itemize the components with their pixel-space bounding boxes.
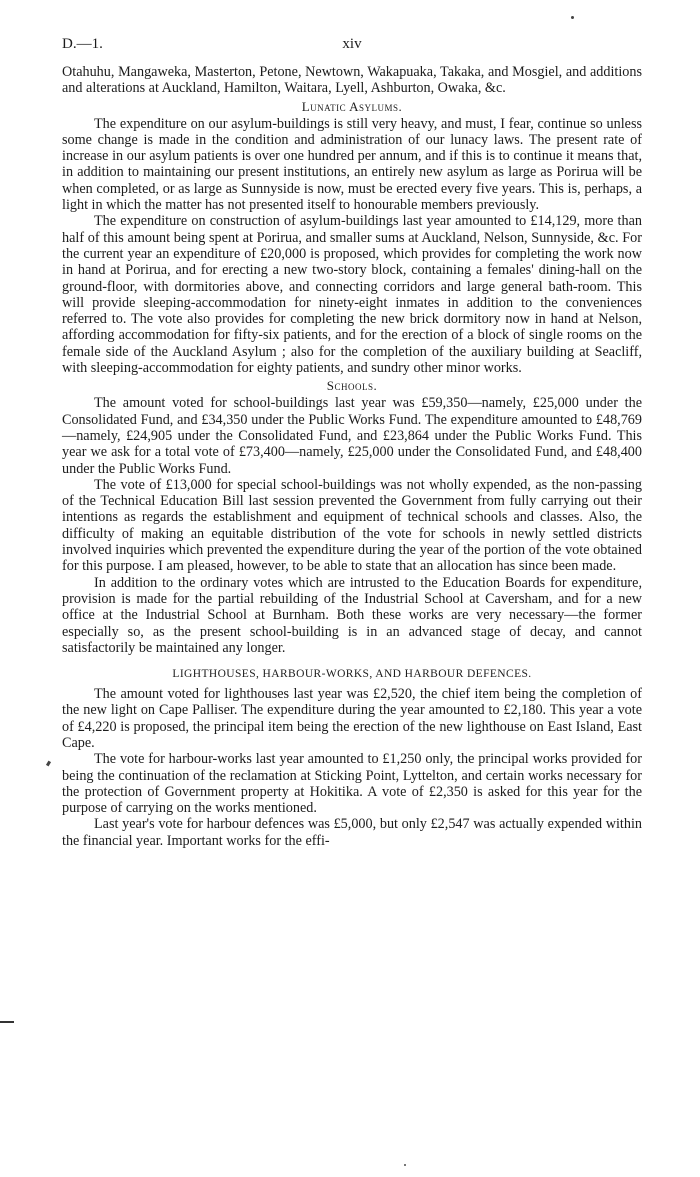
document-reference: D.—1. xyxy=(62,36,103,52)
continuation-paragraph: Otahuhu, Mangaweka, Masterton, Petone, Newtown, Wakapuaka, Takaka, and Mosgiel, and additions and alterations at Auckland, Hamilton, Waitara, Lyell, Ashburton, Owaka, &c. xyxy=(62,64,642,97)
section-heading-lunatic-asylums: Lunatic Asylums. xyxy=(301,98,403,114)
paragraph: Last year's vote for harbour defences was £5,000, but only £2,547 was actually expended within the financial year. Important works for the effi- xyxy=(62,816,642,849)
paragraph: The vote for harbour-works last year amounted to £1,250 only, the principal works provided for being the continuation of the reclamation at Sticking Point, Lyttelton, and certain works necessary for the protection of Government property at Hokitika. A vote of £2,350 is asked for this year for the purpose of carrying on the works mentioned. xyxy=(62,751,642,817)
paragraph: The expenditure on construction of asylum-buildings last year amounted to £14,129, more than half of this amount being spent at Porirua, and smaller sums at Auckland, Nelson, Sunnyside, &c. For the current year an expenditure of £20,000 is proposed, which provides for completing the work now in hand at Porirua, and for erecting a new two-story block, containing a females' dining-hall on the ground-floor, with dormitories above, and connecting corridors and large general bath-room. This will provide sleeping-accommodation for ninety-eight inmates in addition to the conveniences referred to. The vote also provides for completing the new brick dormitory now in hand at Nelson, affording accommodation for fifty-six patients, and for the erection of a block of single rooms on the female side of the Auckland Asylum ; also for the completion of the auxiliary building at Seacliff, with sleeping-accommodation for eighty patients, and sundry other minor works. xyxy=(62,213,642,377)
scan-speck-bottom xyxy=(404,1164,406,1166)
scan-speck xyxy=(571,16,574,19)
paragraph: In addition to the ordinary votes which are intrusted to the Education Boards for expenditure, provision is made for the partial rebuilding of the Industrial School at Caversham, and for a new office at the Industrial School at Burnham. Both these works are very necessary—the former especially so, as the present school-building is in an advanced stage of decay, and cannot satisfactorily be maintained any longer. xyxy=(62,574,642,656)
page-header xyxy=(62,36,642,56)
paragraph: The vote of £13,000 for special school-buildings was not wholly expended, as the non-passing of the Technical Education Bill last session prevented the Government from fully carrying out their intentions as regards the establishment and equipment of technical schools and classes. Also, the difficulty of making an equitable distribution of the vote for schools in newly settled districts involved inquiries which prevented the expenditure during the year of the portion of the vote obtained for this purpose. I am pleased, however, to be able to state that an allocation has since been made. xyxy=(62,476,642,575)
section-heading-lighthouses: LIGHTHOUSES, HARBOUR-WORKS, AND HARBOUR DEFENCES. xyxy=(172,668,532,681)
paragraph: The amount voted for school-buildings last year was £59,350—namely, £25,000 under the Consolidated Fund, and £34,350 under the Public Works Fund. The expenditure amounted to £48,769—namely, £24,905 under the Consolidated Fund, and £23,864 under the Public Works Fund. This year we ask for a total vote of £73,400—namely, £25,000 under the Consolidated Fund, and £48,400 under the Public Works Fund. xyxy=(62,395,642,477)
paragraph: The expenditure on our asylum-buildings is still very heavy, and must, I fear, continue so unless some change is made in the condition and administration of our lunacy laws. The present rate of increase in our asylum patients is over one hundred per annum, and if this is to continue it means that, in addition to maintaining our present institutions, an entirely new asylum as large as Porirua will be when completed, or as large as Sunnyside is now, must be erected every five years. This is, perhaps, a light in which the matter has not presented itself to honourable members previously. xyxy=(62,115,642,214)
body-text xyxy=(62,64,642,849)
margin-rule xyxy=(0,1021,14,1023)
page-number: xiv xyxy=(342,36,362,52)
paragraph: The amount voted for lighthouses last year was £2,520, the chief item being the completion of the new light on Cape Palliser. The expenditure during the year amounted to £2,180. This year a vote of £4,220 is proposed, the principal item being the erection of the new lighthouse on East Island, East Cape. xyxy=(62,686,642,751)
margin-tick xyxy=(46,761,51,767)
section-heading-schools: Schools. xyxy=(326,378,378,394)
